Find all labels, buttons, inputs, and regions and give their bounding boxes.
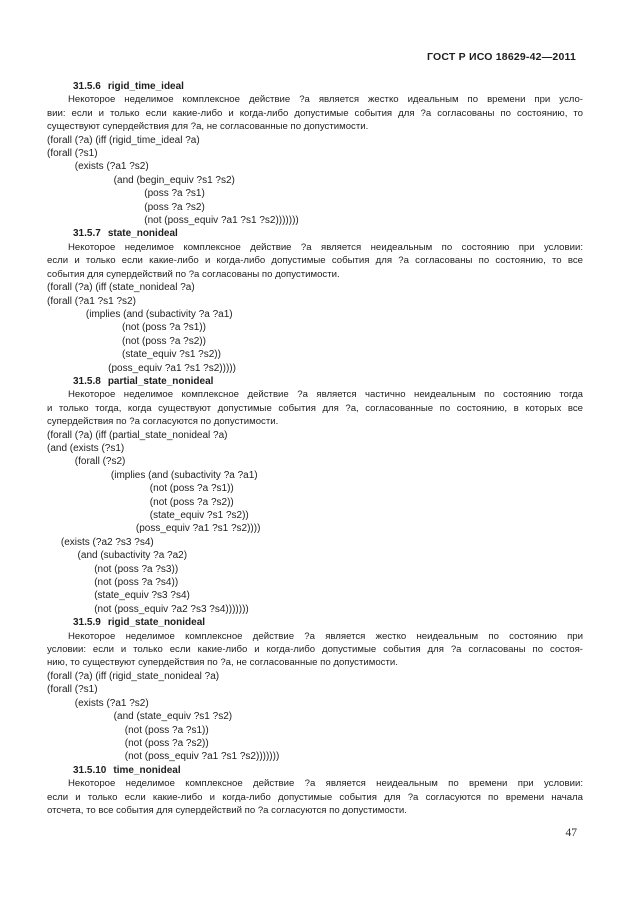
code-line: (poss ?a ?s2) <box>47 201 205 213</box>
paragraph-line: Некоторое неделимое комплексное действие ?a является частично неидеальным по состоянию тогда <box>68 389 583 401</box>
code-line: (and (subactivity ?a ?a2) <box>47 550 188 562</box>
code-line: (poss_equiv ?a1 ?s1 ?s2))))) <box>47 362 236 374</box>
code-line: (not (poss ?a ?s4)) <box>47 577 179 589</box>
section-31.5.9 <box>47 616 583 763</box>
code-line: (forall (?a) (iff (state_nonideal ?a) <box>47 282 195 294</box>
code-line: (not (poss_equiv ?a2 ?s3 ?s4))))))) <box>47 603 249 615</box>
section-number: 31.5.9 <box>73 617 101 629</box>
code-line: (not (poss ?a ?s1)) <box>47 483 234 495</box>
code-line: (exists (?a2 ?s3 ?s4) <box>47 536 154 548</box>
section-31.5.10 <box>47 764 583 818</box>
section-title: rigid_time_ideal <box>107 81 184 92</box>
code-line: (poss_equiv ?a1 ?s1 ?s2)))) <box>47 523 261 535</box>
code-line: (and (begin_equiv ?s1 ?s2) <box>47 174 235 186</box>
section-heading <box>47 764 583 777</box>
code-line: (not (poss_equiv ?a1 ?s1 ?s2))))))) <box>47 215 299 227</box>
section-title: partial_state_nonideal <box>107 375 214 387</box>
code-line: (forall (?a1 ?s1 ?s2) <box>47 295 136 307</box>
code-line: (not (poss_equiv ?a1 ?s1 ?s2))))))) <box>47 751 280 763</box>
code-line: (state_equiv ?s3 ?s4) <box>47 590 190 602</box>
paragraph-line: если и только если какие-либо и когда-либо допустимые события для ?a согласованы по состоянию, то все <box>47 255 583 267</box>
paragraph-line: и только тогда, когда существуют допустимые события для ?a, согласованные по состоянию, в которых все <box>47 402 583 414</box>
page-number: 47 <box>565 827 577 839</box>
document-body <box>47 80 583 817</box>
code-line: (forall (?s1) <box>47 684 98 696</box>
section-heading <box>47 616 583 629</box>
section-title: rigid_state_nonideal <box>107 617 206 629</box>
paragraph-line: события для супердействий по ?a согласованы по допустимости. <box>47 268 340 280</box>
code-line: (and (state_equiv ?s1 ?s2) <box>47 711 233 723</box>
code-line: (not (poss ?a ?s3)) <box>47 563 179 575</box>
paragraph-line: Некоторое неделимое комплексное действие ?a является неидеальным по состоянию при условии: <box>68 241 583 253</box>
section-heading <box>47 80 583 93</box>
code-line: (state_equiv ?s1 ?s2)) <box>47 349 221 361</box>
code-line: (exists (?a1 ?s2) <box>47 161 149 173</box>
section-number: 31.5.8 <box>73 375 101 387</box>
section-heading <box>47 227 583 240</box>
section-number: 31.5.10 <box>73 764 107 776</box>
code-line: (not (poss ?a ?s2)) <box>47 737 209 749</box>
section-31.5.8 <box>47 375 583 616</box>
code-line: (and (exists (?s1) <box>47 442 125 454</box>
code-line: (state_equiv ?s1 ?s2)) <box>47 510 249 521</box>
code-line: (not (poss ?a ?s1)) <box>47 724 209 736</box>
paragraph-line: условии: если и только если какие-либо и когда-либо допустимые события для ?a согласованы по состоя- <box>47 644 583 656</box>
paragraph-line: Некоторое неделимое комплексное действие ?a является жестко идеальным по времени при усло- <box>68 94 583 106</box>
section-number: 31.5.6 <box>73 81 101 92</box>
code-line: (exists (?a1 ?s2) <box>47 697 149 709</box>
paragraph-line: Некоторое неделимое комплексное действие ?a является жестко неидеальным по состоянию при <box>68 630 583 642</box>
section-31.5.6 <box>47 80 583 227</box>
paragraph-line: вии: если и только если какие-либо и когда-либо допустимые события для ?a согласованы по состоянию, то <box>47 107 583 119</box>
paragraph-line: супердействия по ?a согласуются по допустимости. <box>47 416 279 428</box>
paragraph-line: если и только если какие-либо и когда-либо допустимые события для ?a согласуются по времени начала <box>47 791 583 803</box>
code-line: (not (poss ?a ?s1)) <box>47 322 206 334</box>
code-line: (forall (?a) (iff (partial_state_nonideal ?a) <box>47 429 228 441</box>
code-line: (implies (and (subactivity ?a ?a1) <box>47 308 233 320</box>
document-header: ГОСТ Р ИСО 18629-42—2011 <box>427 51 576 63</box>
section-heading <box>47 375 583 388</box>
code-line: (not (poss ?a ?s2)) <box>47 335 206 347</box>
code-line: (forall (?s2) <box>47 456 126 468</box>
code-line: (not (poss ?a ?s2)) <box>47 496 234 508</box>
code-line: (forall (?s1) <box>47 148 98 160</box>
code-line: (implies (and (subactivity ?a ?a1) <box>47 469 258 481</box>
section-31.5.7 <box>47 227 583 374</box>
paragraph-line: нию, то существуют супердействия по ?a, не согласованные по допустимости. <box>47 657 398 669</box>
section-number: 31.5.7 <box>73 228 101 240</box>
section-title: state_nonideal <box>107 228 178 240</box>
paragraph-line: отсчета, то все события для супердействий по ?a согласуются по допустимости. <box>47 804 407 816</box>
paragraph-line: Некоторое неделимое комплексное действие ?a является неидеальным по времени при условии: <box>68 778 583 790</box>
code-line: (poss ?a ?s1) <box>47 188 205 200</box>
paragraph-line: существуют супердействия для ?a, не согласованные по допустимости. <box>47 121 369 133</box>
code-line: (forall (?a) (iff (rigid_state_nonideal ?a) <box>47 670 220 682</box>
section-title: time_nonideal <box>113 764 181 776</box>
code-line: (forall (?a) (iff (rigid_time_ideal ?a) <box>47 134 200 146</box>
